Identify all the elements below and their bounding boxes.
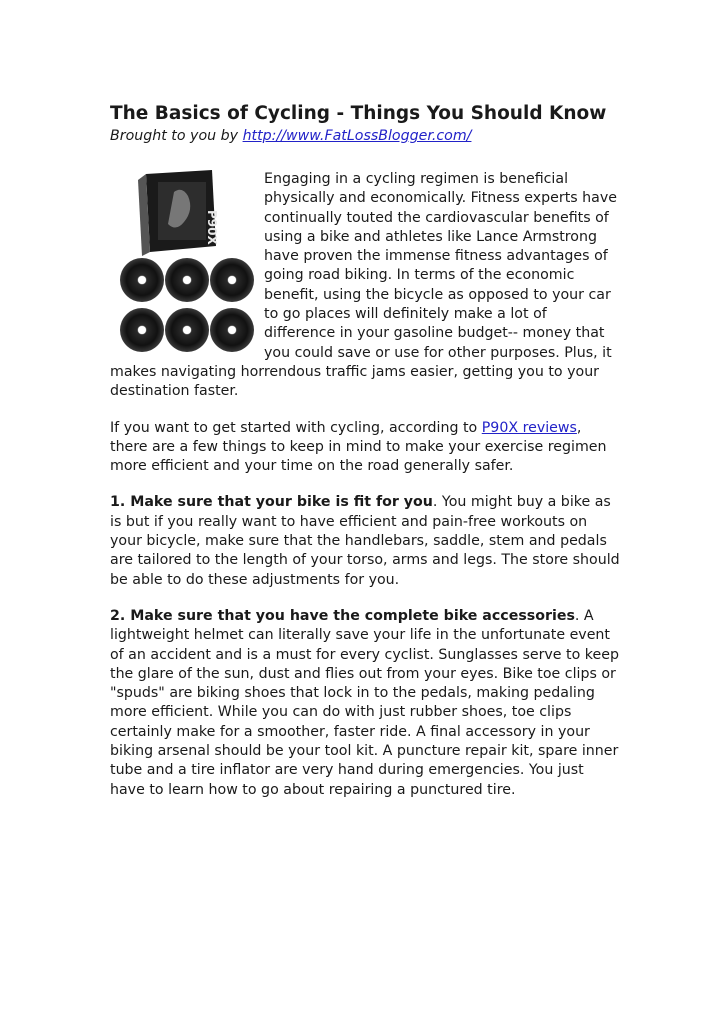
dvd-set-illustration [116,170,258,360]
intro-section [110,170,620,402]
article-title: The Basics of Cycling - Things You Should Know [110,103,607,124]
p90x-reviews-link[interactable]: P90X reviews [481,419,577,436]
para2-text-after: , there are a few things to keep in mind to make your exercise regimen more efficient and your time on the road generally safer. [110,419,607,475]
document-page [110,102,620,800]
tip-1-heading: 1. Make sure that your bike is fit for you [110,494,433,511]
box-label: P90X [205,210,219,245]
tip-2-heading: 2. Make sure that you have the complete bike accessories [110,607,575,624]
source-link[interactable]: http://www.FatLossBlogger.com/ [242,128,472,144]
tip-1-body: . You might buy a bike as is but if you really want to have efficient and pain-free workouts on your bicycle, make sure that the handlebars, saddle, stem and pedals are tailored to the length of your torso, arms and legs. The store should be able to do these adjustments for you. [110,494,620,588]
product-image [116,170,258,360]
intro-paragraph: Engaging in a cycling regimen is beneficial physically and economically. Fitness experts have continually touted the cardiovascular benefits of using a bike and athletes like Lance Armstrong have proven the immense fitness advantages of going road biking. In terms of the economic benefit, using the bicycle as opposed to your car to go places will definitely make a lot of difference in your gasoline budget-- money that you could save or use for other purposes. Plus, it makes navigating horrendous traffic jams easier, getting you to your destination faster. [110,171,617,400]
para2-text-before: If you want to get started with cycling, according to [110,419,482,436]
byline-prefix: Brought to you by [110,128,243,144]
getting-started-paragraph [110,419,620,477]
tip-2-body: . A lightweight helmet can literally save your life in the unfortunate event of an accident and is a must for every cyclist. Sunglasses serve to keep the glare of the sun, dust and flies out from your eyes. Bike toe clips or "spuds" are biking shoes that lock in to the pedals, making pedaling more efficient. While you can do with just rubber shoes, toe clips certainly make for a smoother, faster ride. A final accessory in your biking arsenal should be your tool kit. A puncture repair kit, spare inner tube and a tire inflator are very hand during emergencies. You just have to learn how to go about repairing a punctured tire. [110,607,619,798]
byline [110,126,620,147]
tip-2-paragraph [110,607,620,800]
tip-1-paragraph [110,493,620,589]
